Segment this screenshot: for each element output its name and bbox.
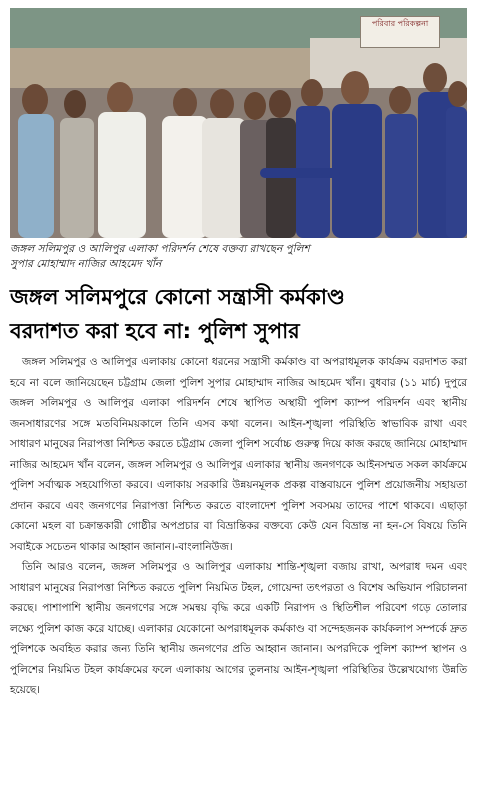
photo-caption [10,242,467,272]
caption-line-2: সুপার মোহাম্মাদ নাজির আহমেদ খাঁন [10,258,162,270]
article-body [10,352,467,701]
article-paragraph-2: তিনি আরও বলেন, জঙ্গল সলিমপুর ও আলিপুর এলাকায় শান্তি-শৃঙ্খলা বজায় রাখা, অপরাধ দমন এবং সাধারণ মানুষের নিরাপত্তা নিশ্চিত করতে পুলিশ নিয়মিত টহল, গোয়েন্দা তৎপরতা ও বিশেষ অভিযান পরিচালনা করছে। পাশাপাশি স্থানীয় জনগণের সঙ্গে সমন্বয় বৃদ্ধি করে একটি নিরাপদ ও স্থিতিশীল পরিবেশ গড়ে তোলার লক্ষ্যে পুলিশ কাজ করে যাচ্ছে। এলাকার যেকোনো অপরাধমূলক কর্মকাণ্ড বা সন্দেহজনক কার্যকলাপ সম্পর্কে দ্রুত পুলিশকে অবহিত করার জন্য তিনি স্থানীয় জনগণের প্রতি আহ্বান জানান। অপরদিকে পুলিশ ক্যাম্প স্থাপন ও পুলিশের নিয়মিত টহল কার্যক্রমের ফলে এলাকায় আগের তুলনায় আইন-শৃঙ্খলা পরিস্থিতির উল্লেখযোগ্য উন্নতি হয়েছে। [10,561,467,696]
photo-buildings [10,48,310,88]
photo-sign: পরিবার পরিকল্পনা [360,16,440,48]
article-headline [10,280,467,348]
news-photo [10,8,467,238]
caption-line-1: জঙ্গল সলিমপুর ও আলিপুর এলাকা পরিদর্শন শেষে বক্তব্য রাখছেন পুলিশ [10,243,310,255]
article-paragraph-1: জঙ্গল সলিমপুর ও আলিপুর এলাকায় কোনো ধরনের সন্ত্রাসী কর্মকাণ্ড বা অপরাধমূলক কার্যক্রম বরদাশত করা হবে না বলে জানিয়েছেন চট্টগ্রাম জেলা পুলিশ সুপার মোহাম্মাদ নাজির আহমেদ খাঁন। বুধবার (১১ মার্চ) দুপুরে জঙ্গল সলিমপুর ও আলিপুর এলাকা পরিদর্শন শেষে স্থাপিত অস্থায়ী পুলিশ ক্যাম্প পরিদর্শন এবং স্থানীয় জনসাধারণের সঙ্গে মতবিনিময়কালে তিনি এসব কথা বলেন। আইন-শৃঙ্খলা পরিস্থিতি স্বাভাবিক রাখা এবং সাধারণ মানুষের নিরাপত্তা নিশ্চিত করতে চট্টগ্রাম জেলা পুলিশ সর্বোচ্চ গুরুত্ব দিয়ে কাজ করছে জানিয়ে মোহাম্মাদ নাজির আহমেদ খাঁন বলেন, জঙ্গল সলিমপুর ও আলিপুর এলাকার স্থানীয় জনগণকে আইনসম্মত সকল কার্যক্রমে পুলিশ সর্বাত্মক সহযোগিতা করবে। এলাকায় সরকারি উন্নয়নমূলক প্রকল্প বাস্তবায়নে পুলিশ প্রয়োজনীয় সহায়তা প্রদান করবে এবং জনগণের নিরাপত্তা নিশ্চিত করতে বাংলাদেশ পুলিশ সবসময় তাদের পাশে থাকবে। এছাড়া কোনো মহল বা চক্রান্তকারী গোষ্ঠীর অপপ্রচার বা বিভ্রান্তিকর বক্তব্যে কেউ যেন বিভ্রান্ত না হন-সে বিষয়ে তিনি সবাইকে সচেতন থাকার আহ্বান জানান।-বাংলানিউজ। [10,356,467,553]
headline-line-1: জঙ্গল সলিমপুরে কোনো সন্ত্রাসী কর্মকাণ্ড [10,285,345,309]
headline-line-2: বরদাশত করা হবে না: পুলিশ সুপার [10,319,300,343]
